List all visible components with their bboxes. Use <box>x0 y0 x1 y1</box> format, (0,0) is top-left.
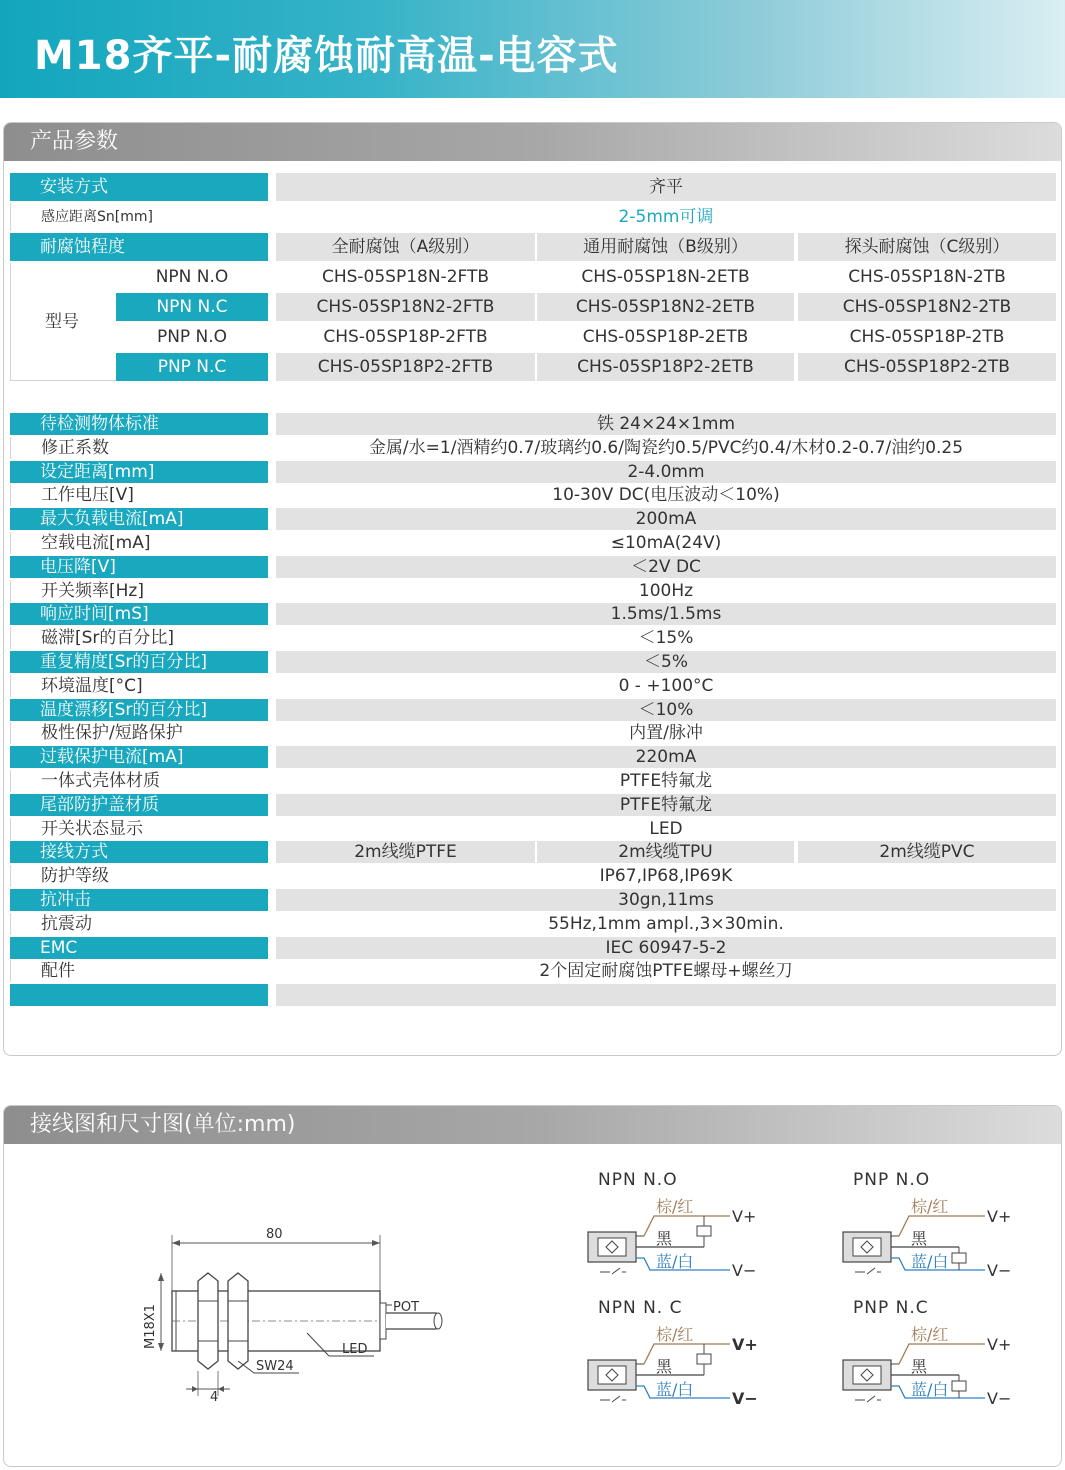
spec-value: PTFE特氟龙 <box>276 794 1056 816</box>
diagram-panel <box>3 1105 1062 1467</box>
wiring-title: NPN N. C <box>598 1298 683 1318</box>
model-type: PNP N.O <box>116 323 268 351</box>
spec-row <box>10 532 1056 554</box>
spec-row <box>10 484 1056 506</box>
spec-value: 2m线缆PTFE <box>276 841 535 863</box>
spec-value: 2m线缆TPU <box>537 841 794 863</box>
spec-value: 2个固定耐腐蚀PTFE螺母+螺丝刀 <box>276 960 1056 982</box>
model-a: CHS-05SP18N-2FTB <box>276 263 535 291</box>
corrosion-level-b: 通用耐腐蚀（B级别） <box>537 233 794 261</box>
vplus-label: V+ <box>987 1335 1012 1354</box>
spec-value: LED <box>276 818 1056 840</box>
spec-row <box>10 651 1056 673</box>
model-c: CHS-05SP18P2-2TB <box>798 353 1056 381</box>
spec-row <box>10 889 1056 911</box>
model-row <box>116 293 1056 321</box>
diagram-heading <box>4 1106 1061 1144</box>
spec-label: 配件 <box>10 960 268 982</box>
spec-row <box>10 580 1056 602</box>
wire-black-label: 黑 <box>656 1229 673 1248</box>
spec-value: 55Hz,1mm ampl.,3×30min. <box>276 913 1056 935</box>
corrosion-label: 耐腐蚀程度 <box>10 233 268 261</box>
spec-value: PTFE特氟龙 <box>276 770 1056 792</box>
spec-value: 0 - +100°C <box>276 675 1056 697</box>
spec-label: 抗震动 <box>10 913 268 935</box>
spec-row <box>10 556 1056 578</box>
model-label-cell <box>10 263 116 381</box>
install-label: 安装方式 <box>10 173 268 201</box>
spec-label: 空载电流[mA] <box>10 532 268 554</box>
wire-blue-label: 蓝/白 <box>656 1252 694 1271</box>
spec-row <box>10 818 1056 840</box>
wire-blue-label: 蓝/白 <box>911 1380 949 1399</box>
spec-label: 响应时间[mS] <box>10 603 268 625</box>
wire-brown-label: 棕/红 <box>911 1197 949 1216</box>
vplus-label: V+ <box>732 1335 758 1354</box>
params-panel <box>3 122 1062 1056</box>
model-row <box>116 353 1056 381</box>
model-b: CHS-05SP18P-2ETB <box>537 323 794 351</box>
model-type: PNP N.C <box>116 353 268 381</box>
wire-blue-label: 蓝/白 <box>656 1380 694 1399</box>
dim-led: LED <box>342 1342 368 1357</box>
diagram-heading-text: 接线图和尺寸图 <box>30 1112 185 1137</box>
dim-nut-width: 4 <box>210 1390 219 1405</box>
wire-brown-label: 棕/红 <box>911 1325 949 1344</box>
spec-value: ＜2V DC <box>276 556 1056 578</box>
spec-value: ≤10mA(24V) <box>276 532 1056 554</box>
spec-value: IEC 60947-5-2 <box>276 937 1056 959</box>
spec-value: 2m线缆PVC <box>798 841 1056 863</box>
wire-black-label: 黑 <box>656 1357 673 1376</box>
wire-brown-label: 棕/红 <box>656 1325 694 1344</box>
model-b: CHS-05SP18N2-2ETB <box>537 293 794 321</box>
install-value: 齐平 <box>276 173 1056 201</box>
wire-brown-label: 棕/红 <box>656 1197 694 1216</box>
spec-label: 开关频率[Hz] <box>10 580 268 602</box>
spec-label: 修正系数 <box>10 437 268 459</box>
spec-row <box>10 794 1056 816</box>
spec-label: 最大负载电流[mA] <box>10 508 268 530</box>
spec-label: 重复精度[Sr的百分比] <box>10 651 268 673</box>
spec-value: 内置/脉冲 <box>276 722 1056 744</box>
spec-row <box>10 984 1056 1006</box>
spec-value: 金属/水=1/酒精约0.7/玻璃约0.6/陶瓷约0.5/PVC约0.4/木材0.2-0.7/油约0.25 <box>276 437 1056 459</box>
spec-row <box>10 675 1056 697</box>
page-title: M18齐平-耐腐蚀耐高温-电容式 <box>34 33 619 79</box>
spec-row <box>10 603 1056 625</box>
spec-label <box>10 984 268 1006</box>
spec-value: 10-30V DC(电压波动＜10%) <box>276 484 1056 506</box>
spec-label: 尾部防护盖材质 <box>10 794 268 816</box>
vplus-label: V+ <box>732 1207 757 1226</box>
dim-length: 80 <box>266 1227 283 1242</box>
dim-thread: M18X1 <box>143 1304 158 1349</box>
wiring-diagram <box>839 1166 1059 1286</box>
spec-row <box>10 437 1056 459</box>
wiring-schematic <box>584 1318 804 1428</box>
model-c: CHS-05SP18N-2TB <box>798 263 1056 291</box>
model-type: NPN N.O <box>116 263 268 291</box>
spec-value: 1.5ms/1.5ms <box>276 603 1056 625</box>
params-heading: 产品参数 <box>4 123 1061 161</box>
model-a: CHS-05SP18P2-2FTB <box>276 353 535 381</box>
model-a: CHS-05SP18P-2FTB <box>276 323 535 351</box>
spec-row <box>10 413 1056 435</box>
wiring-diagram <box>584 1166 804 1286</box>
spec-row <box>10 865 1056 887</box>
dimension-drawing <box>124 1221 464 1406</box>
spec-row <box>10 960 1056 982</box>
spec-label: 防护等级 <box>10 865 268 887</box>
spec-label: 电压降[V] <box>10 556 268 578</box>
vplus-label: V+ <box>987 1207 1012 1226</box>
wire-black-label: 黑 <box>911 1229 928 1248</box>
model-c: CHS-05SP18N2-2TB <box>798 293 1056 321</box>
vminus-label: V− <box>987 1389 1012 1408</box>
diagram-heading-unit: (单位:mm) <box>184 1112 296 1137</box>
title-banner <box>0 0 1065 98</box>
spec-value: ＜5% <box>276 651 1056 673</box>
spec-label: 一体式壳体材质 <box>10 770 268 792</box>
spec-value: ＜10% <box>276 699 1056 721</box>
wiring-title: PNP N.C <box>853 1298 929 1318</box>
spec-value: 2-4.0mm <box>276 461 1056 483</box>
wiring-title: PNP N.O <box>853 1170 931 1190</box>
wiring-schematic <box>839 1190 1059 1300</box>
spec-label: 待检测物体标准 <box>10 413 268 435</box>
spec-label: 抗冲击 <box>10 889 268 911</box>
spec-row <box>10 746 1056 768</box>
wire-blue-label: 蓝/白 <box>911 1252 949 1271</box>
spec-value: 30gn,11ms <box>276 889 1056 911</box>
dim-pot: POT <box>393 1300 420 1315</box>
spec-row <box>10 461 1056 483</box>
spec-value: IP67,IP68,IP69K <box>276 865 1056 887</box>
distance-label: 感应距离Sn[mm] <box>10 203 268 231</box>
model-row <box>116 323 1056 351</box>
spec-row <box>10 913 1056 935</box>
spec-label: 过载保护电流[mA] <box>10 746 268 768</box>
wire-black-label: 黑 <box>911 1357 928 1376</box>
spec-label: 接线方式 <box>10 841 268 863</box>
spec-value: 200mA <box>276 508 1056 530</box>
corrosion-level-a: 全耐腐蚀（A级别） <box>276 233 535 261</box>
spec-label: 开关状态显示 <box>10 818 268 840</box>
spec-label: 环境温度[°C] <box>10 675 268 697</box>
model-c: CHS-05SP18P-2TB <box>798 323 1056 351</box>
wiring-diagram <box>839 1294 1059 1414</box>
spec-row <box>10 770 1056 792</box>
spec-row <box>10 937 1056 959</box>
wiring-schematic <box>839 1318 1059 1428</box>
wiring-diagram <box>584 1294 804 1414</box>
spec-row <box>10 722 1056 744</box>
spec-label: 工作电压[V] <box>10 484 268 506</box>
model-b: CHS-05SP18P2-2ETB <box>537 353 794 381</box>
spec-value: 100Hz <box>276 580 1056 602</box>
spec-value: 220mA <box>276 746 1056 768</box>
spec-label: 极性保护/短路保护 <box>10 722 268 744</box>
spec-row <box>10 508 1056 530</box>
vminus-label: V− <box>732 1261 757 1280</box>
spec-value: ＜15% <box>276 627 1056 649</box>
spec-label: 设定距离[mm] <box>10 461 268 483</box>
spec-label: 磁滞[Sr的百分比] <box>10 627 268 649</box>
spec-row <box>10 627 1056 649</box>
dim-nut: SW24 <box>256 1359 294 1374</box>
spec-label: 温度漂移[Sr的百分比] <box>10 699 268 721</box>
spec-value <box>276 984 1056 1006</box>
distance-value: 2-5mm可调 <box>276 203 1056 231</box>
spec-value: 铁 24×24×1mm <box>276 413 1056 435</box>
model-row <box>116 263 1056 291</box>
vminus-label: V− <box>732 1389 758 1408</box>
wiring-schematic <box>584 1190 804 1300</box>
spec-row <box>10 841 1056 863</box>
wiring-title: NPN N.O <box>598 1170 678 1190</box>
vminus-label: V− <box>987 1261 1012 1280</box>
model-b: CHS-05SP18N-2ETB <box>537 263 794 291</box>
model-type: NPN N.C <box>116 293 268 321</box>
model-a: CHS-05SP18N2-2FTB <box>276 293 535 321</box>
model-label: 型号 <box>45 312 79 332</box>
spec-label: EMC <box>10 937 268 959</box>
spec-row <box>10 699 1056 721</box>
corrosion-level-c: 探头耐腐蚀（C级别） <box>798 233 1056 261</box>
